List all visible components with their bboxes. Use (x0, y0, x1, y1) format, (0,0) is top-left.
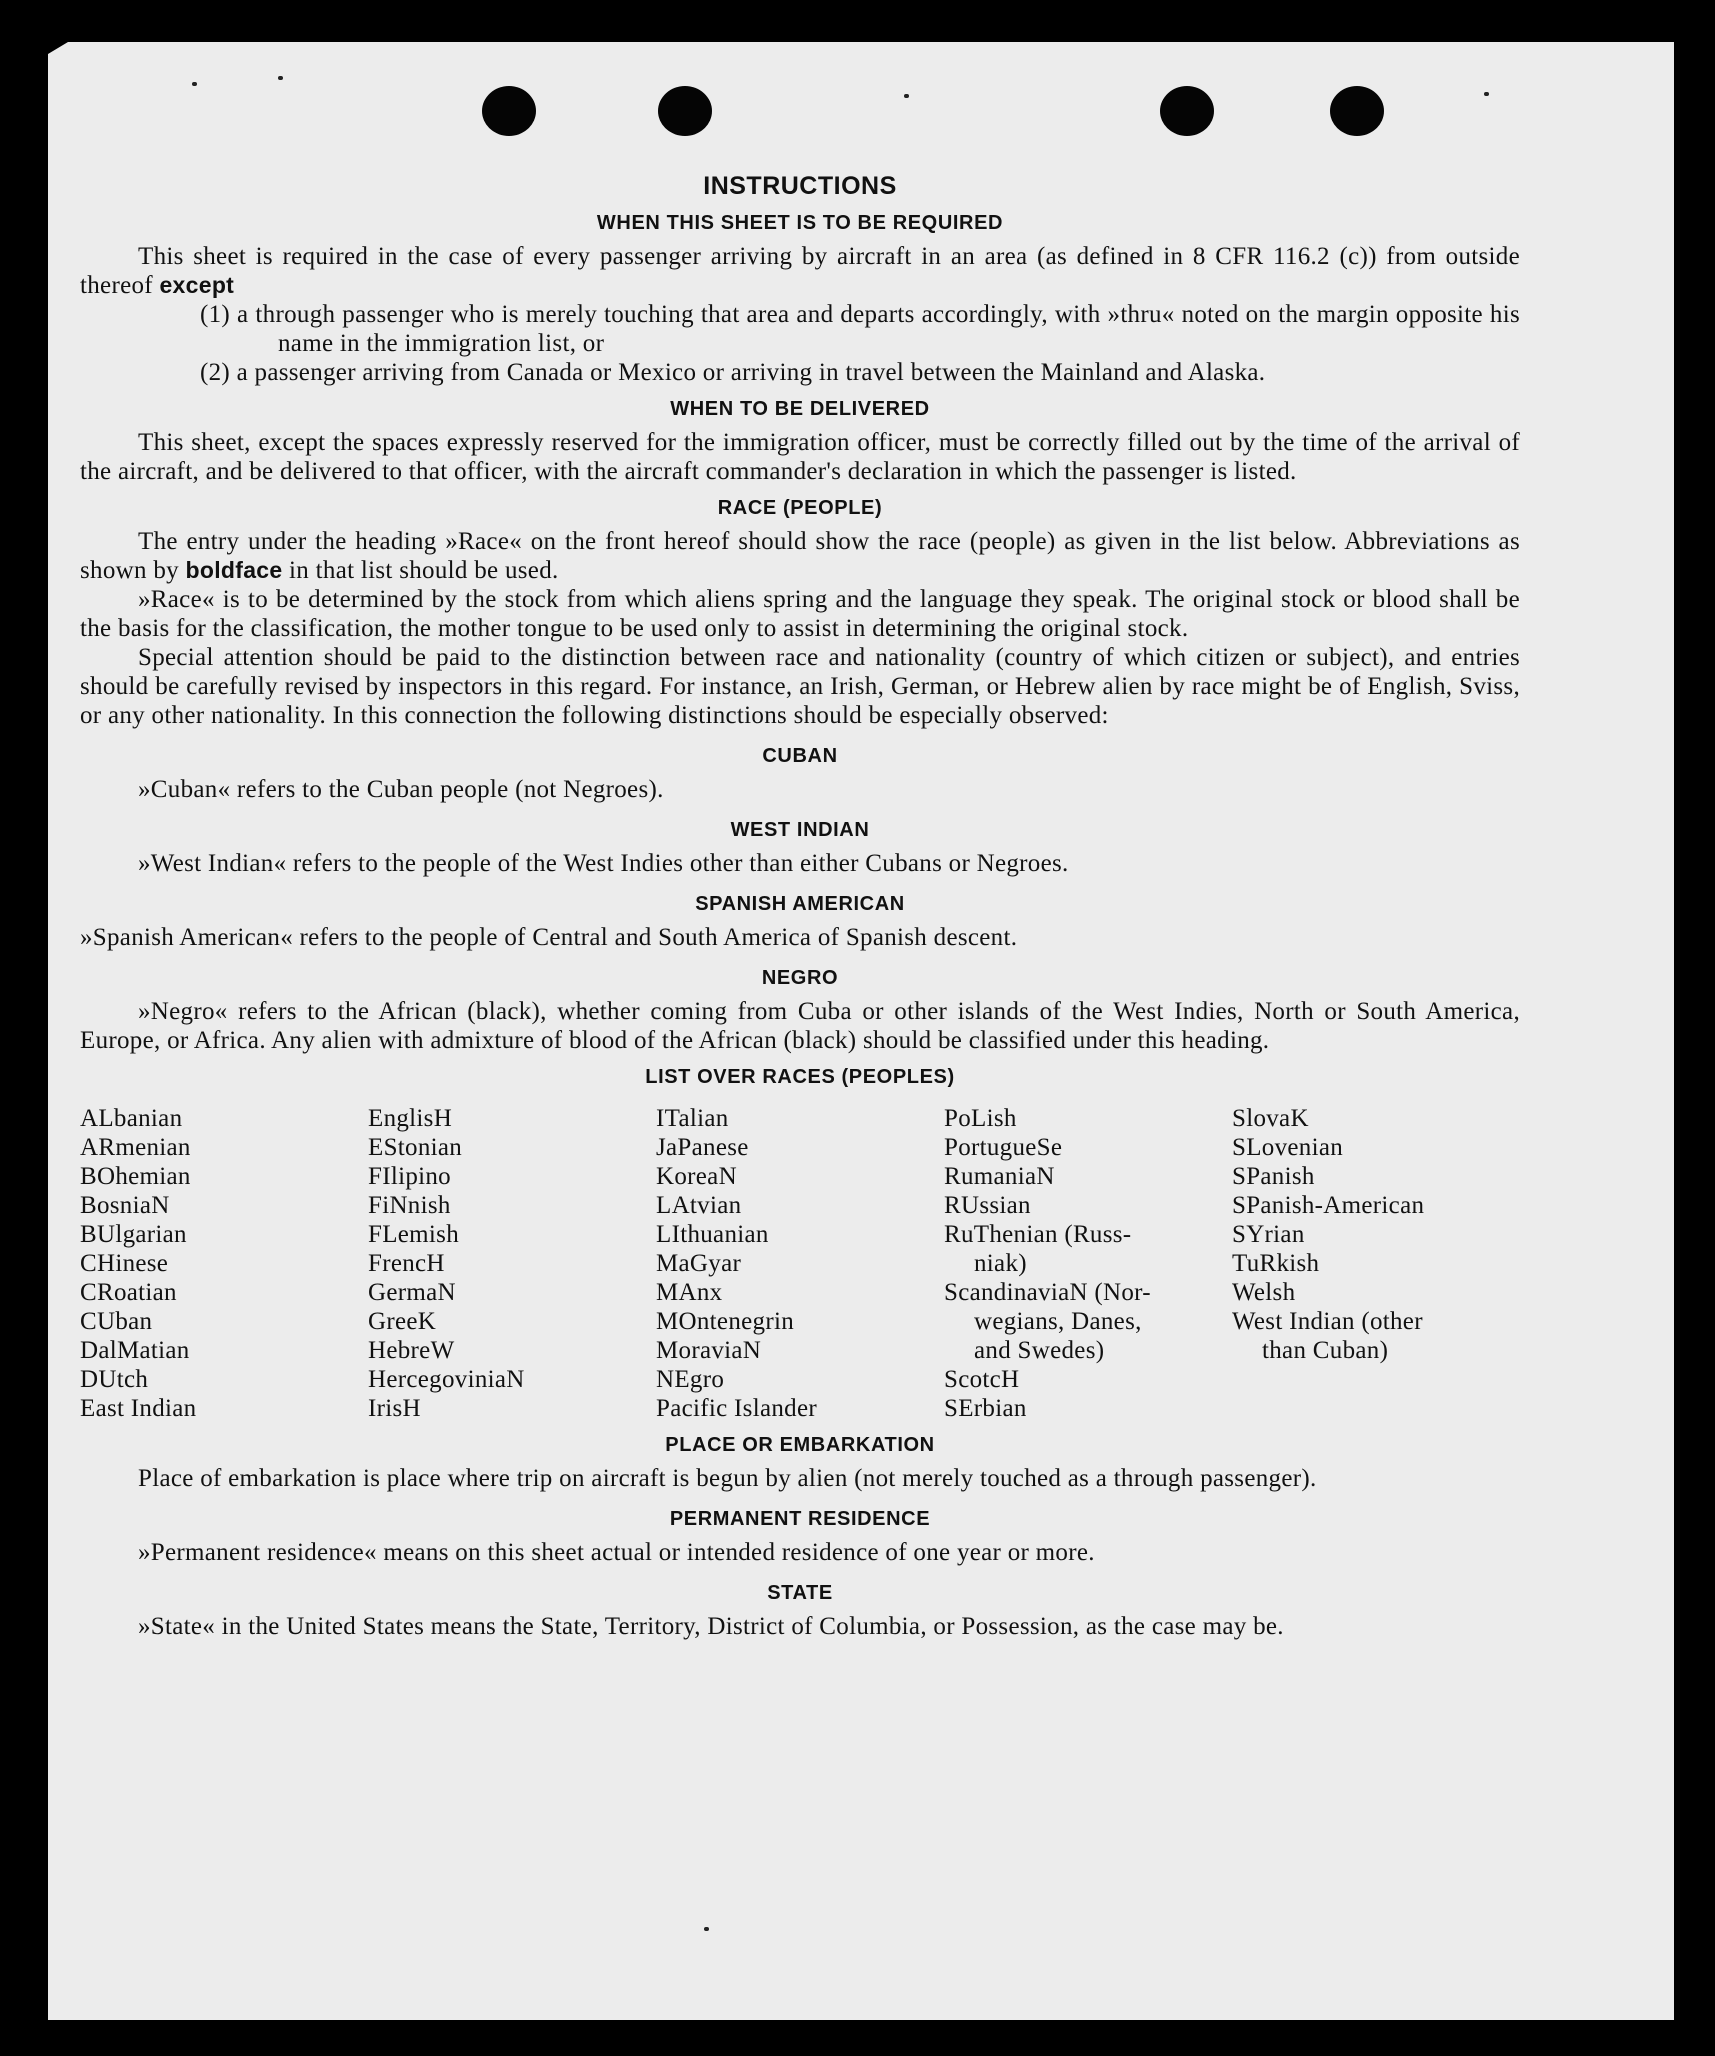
race-item: BUlgarian (80, 1221, 187, 1248)
race-item: Welsh (1232, 1279, 1296, 1306)
race-item: CUban (80, 1308, 153, 1335)
race-item: EStonian (368, 1134, 463, 1161)
required-item: (2) a passenger arriving from Canada or Mexico or arriving in travel between the Mainland and Alaska. (200, 359, 1266, 386)
section-heading-cuban: CUBAN (762, 745, 838, 767)
race-item: than Cuban) (1262, 1337, 1389, 1364)
residence-paragraph: »Permanent residence« means on this sheet actual or intended residence of one year or more. (138, 1539, 1095, 1566)
race-list-column (944, 1104, 1232, 1423)
race-item: DUtch (80, 1366, 149, 1393)
required-item: (1) a through passenger who is merely touching that area and departs accordingly, with »thru« noted on the margin opposite his name in the immigration list, or (200, 301, 1520, 357)
race-item: SPanish (1232, 1163, 1315, 1190)
section-heading-race: RACE (PEOPLE) (717, 497, 883, 519)
race-item: BOhemian (80, 1163, 191, 1190)
speck (1484, 92, 1489, 96)
race-item: HebreW (368, 1337, 455, 1364)
race-item: MoraviaN (656, 1337, 762, 1364)
race-item: GreeK (368, 1308, 437, 1335)
race-item: ARmenian (80, 1134, 191, 1161)
race-list-column (1232, 1104, 1520, 1423)
race-item: FrencH (368, 1250, 445, 1277)
race-list-column (368, 1104, 656, 1423)
race-item: SPanish-American (1232, 1192, 1425, 1219)
delivered-paragraph: This sheet, except the spaces expressly reserved for the immigration officer, must be correctly filled out by the time of the arrival of the aircraft, and be delivered to that officer, with the aircraft commander's declaration in which the passenger is listed. (80, 429, 1520, 485)
race-item: West Indian (other (1232, 1308, 1423, 1335)
except-keyword: except (159, 272, 235, 298)
race-item: SlovaK (1232, 1105, 1309, 1132)
race-item: RUssian (944, 1192, 1031, 1219)
race-item: GermaN (368, 1279, 456, 1306)
race-item: MOntenegrin (656, 1308, 794, 1335)
race-item: SLovenian (1232, 1134, 1344, 1161)
punch-hole (1160, 86, 1214, 136)
embarkation-paragraph: Place of embarkation is place where trip on aircraft is begun by alien (not merely touched as a through passenger). (138, 1465, 1317, 1492)
punch-hole (482, 86, 536, 136)
race-item: KoreaN (656, 1163, 737, 1190)
race-item: PoLish (944, 1105, 1017, 1132)
race-item: SYrian (1232, 1221, 1305, 1248)
speck (192, 82, 197, 86)
race-item: CRoatian (80, 1279, 177, 1306)
race-item: JaPanese (656, 1134, 749, 1161)
race-item: MAnx (656, 1279, 723, 1306)
negro-paragraph: »Negro« refers to the African (black), whether coming from Cuba or other islands of the West Indies, North or South America, Europe, or Africa. Any alien with admixture of blood of the African (black) should be classified under this heading. (80, 998, 1520, 1054)
race-paragraph-3: Special attention should be paid to the distinction between race and nationality (country of which citizen or subject), and entries should be carefully revised by inspectors in this regard. For instance, an Irish, German, or Hebrew alien by race might be of English, Sviss, or any other nationality. In this connection the following distinctions should be especially observed: (80, 644, 1520, 729)
instructions-text (80, 172, 1520, 1641)
section-heading-negro: NEGRO (761, 967, 839, 989)
race-item: HercegoviniaN (368, 1366, 525, 1393)
race-item: ITalian (656, 1105, 729, 1132)
race-item: IrisH (368, 1395, 421, 1422)
race-item: MaGyar (656, 1250, 742, 1277)
race-item: East Indian (80, 1395, 197, 1422)
speck (704, 1927, 709, 1931)
race-list-column (80, 1104, 368, 1423)
punch-hole (658, 86, 712, 136)
race-item: Pacific Islander (656, 1395, 817, 1422)
race-item: EnglisH (368, 1105, 453, 1132)
required-paragraph: This sheet is required in the case of every passenger arriving by aircraft in an area (as defined in 8 CFR 116.2 (c)) from outside thereof except (80, 243, 1520, 299)
spanish-american-paragraph: »Spanish American« refers to the people of Central and South America of Spanish descent. (80, 924, 1018, 951)
race-paragraph-1: The entry under the heading »Race« on the front hereof should show the race (people) as given in the list below. Abbreviations as shown by boldface in that list should be used. (80, 528, 1520, 584)
race-item: BosniaN (80, 1192, 170, 1219)
boldface-keyword: boldface (185, 557, 283, 583)
section-heading-required: WHEN THIS SHEET IS TO BE REQUIRED (596, 212, 1004, 234)
race-item: ALbanian (80, 1105, 183, 1132)
section-heading-state: STATE (767, 1582, 833, 1604)
section-heading-residence: PERMANENT RESIDENCE (669, 1508, 931, 1530)
section-heading-west-indian: WEST INDIAN (730, 819, 870, 841)
race-item: ScotcH (944, 1366, 1020, 1393)
page-title: INSTRUCTIONS (703, 172, 897, 200)
race-item: SErbian (944, 1395, 1027, 1422)
race-list (80, 1104, 1520, 1423)
speck (904, 94, 909, 98)
race-item: FIlipino (368, 1163, 451, 1190)
punch-hole (1330, 86, 1384, 136)
race-item: RumaniaN (944, 1163, 1055, 1190)
race-item: NEgro (656, 1366, 725, 1393)
race-item: and Swedes) (974, 1337, 1105, 1364)
race-item: FiNnish (368, 1192, 451, 1219)
race-item: ScandinaviaN (Nor- (944, 1279, 1151, 1306)
state-paragraph: »State« in the United States means the State, Territory, District of Columbia, or Possession, as the case may be. (138, 1613, 1284, 1640)
race-item: FLemish (368, 1221, 459, 1248)
race-item: LIthuanian (656, 1221, 769, 1248)
section-heading-spanish-american: SPANISH AMERICAN (695, 893, 905, 915)
race-item: niak) (974, 1250, 1027, 1277)
west-indian-paragraph: »West Indian« refers to the people of the West Indies other than either Cubans or Negroes. (138, 850, 1069, 877)
race-item: TuRkish (1232, 1250, 1320, 1277)
race-item: wegians, Danes, (974, 1308, 1142, 1335)
cuban-paragraph: »Cuban« refers to the Cuban people (not Negroes). (138, 776, 664, 803)
race-item: LAtvian (656, 1192, 742, 1219)
section-heading-delivered: WHEN TO BE DELIVERED (670, 398, 930, 420)
race-paragraph-2: »Race« is to be determined by the stock from which aliens spring and the language they speak. The original stock or blood shall be the basis for the classification, the mother tongue to be used only to assist in determining the original stock. (80, 586, 1520, 642)
section-heading-race-list: LIST OVER RACES (PEOPLES) (645, 1066, 955, 1088)
race-item: CHinese (80, 1250, 169, 1277)
race-item: DalMatian (80, 1337, 190, 1364)
race-item: PortugueSe (944, 1134, 1063, 1161)
race-item: RuThenian (Russ- (944, 1221, 1132, 1248)
speck (278, 76, 283, 80)
race-list-column (656, 1104, 944, 1423)
section-heading-embarkation: PLACE OR EMBARKATION (665, 1434, 935, 1456)
